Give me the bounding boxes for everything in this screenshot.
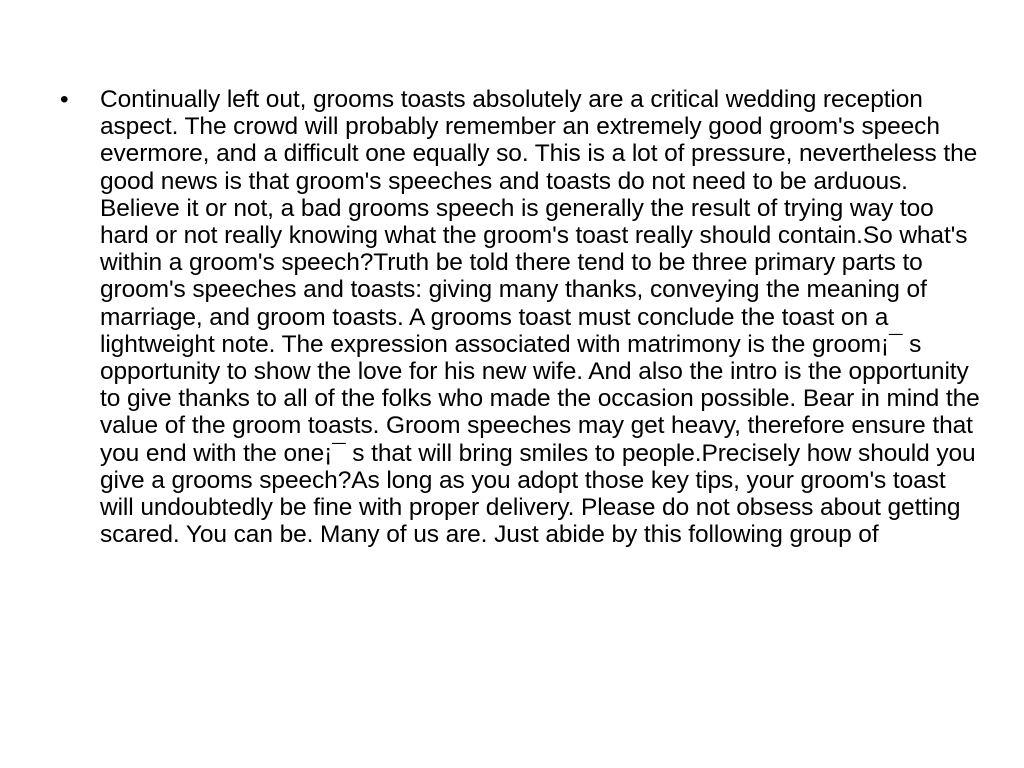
bullet-list: [60, 86, 980, 548]
bullet-item: [60, 86, 980, 548]
bullet-text: Continually left out, grooms toasts absolutely are a critical wedding reception aspect. The crowd will probably remember an extremely good groom's speech evermore, and a difficult one equally so. This is a lot of pressure, nevertheless the good news is that groom's speeches and toasts do not need to be arduous. Believe it or not, a bad grooms speech is generally the result of trying way too hard or not really knowing what the groom's toast really should contain.So what's within a groom's speech?Truth be told there tend to be three primary parts to groom's speeches and toasts: giving many thanks, conveying the meaning of marriage, and groom toasts. A grooms toast must conclude the toast on a lightweight note. The expression associated with matrimony is the groom¡¯ s opportunity to show the love for his new wife. And also the intro is the opportunity to give thanks to all of the folks who made the occasion possible. Bear in mind the value of the groom toasts. Groom speeches may get heavy, therefore ensure that you end with the one¡¯ s that will bring smiles to people.Precisely how should you give a grooms speech?As long as you adopt those key tips, your groom's toast will undoubtedly be fine with proper delivery. Please do not obsess about getting scared. You can be. Many of us are. Just abide by this following group of: [100, 86, 980, 549]
bullet-point-icon: •: [60, 86, 69, 113]
